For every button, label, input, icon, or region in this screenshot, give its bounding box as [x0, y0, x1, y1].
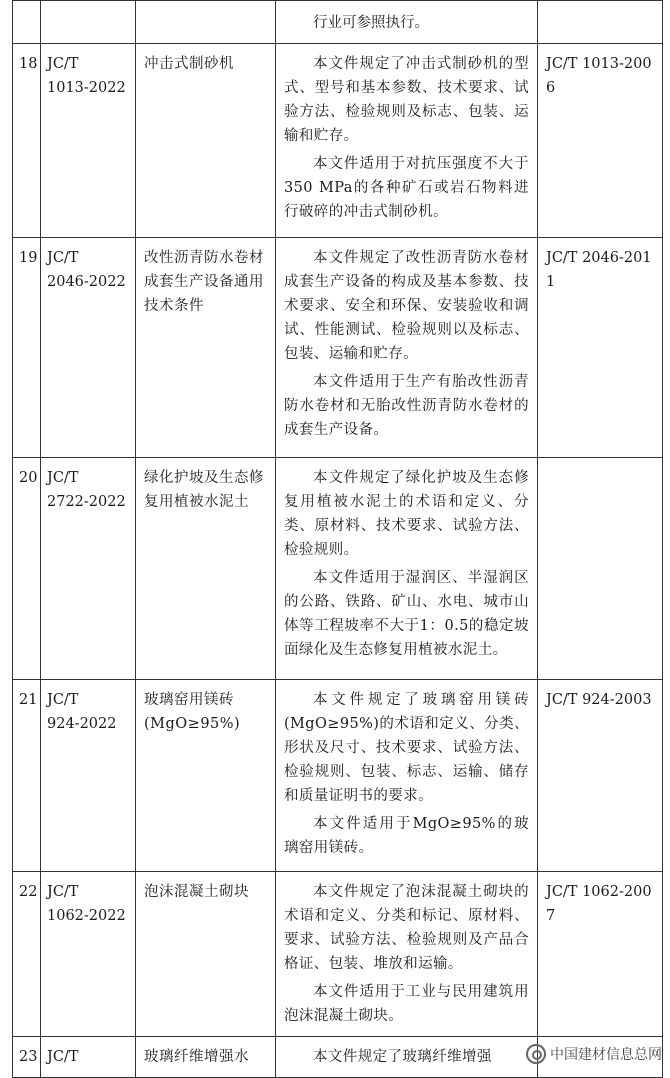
- table-row: [13, 458, 663, 680]
- standard-code: JC/T 924-2022: [41, 680, 136, 872]
- replaced-standard: JC/T 924-2003: [538, 680, 663, 872]
- standard-code: JC/T: [41, 1037, 136, 1078]
- replaced-standard: JC/T 1013-2006: [538, 44, 663, 238]
- replaced-standard: JC/T 2046-2011: [538, 238, 663, 458]
- standard-code: JC/T 1013-2022: [41, 44, 136, 238]
- standard-code: JC/T 2722-2022: [41, 458, 136, 680]
- replaced-standard: [538, 458, 663, 680]
- row-number: 18: [13, 44, 41, 238]
- standard-name: 冲击式制砂机: [136, 44, 276, 238]
- table-row: [13, 680, 663, 872]
- standard-name: 玻璃纤维增强水: [136, 1037, 276, 1078]
- standard-name: 改性沥青防水卷材成套生产设备通用技术条件: [136, 238, 276, 458]
- standard-description: 本文件规定了冲击式制砂机的型式、型号和基本参数、技术要求、试验方法、检验规则及标志、包装、运输和贮存。 本文件适用于对抗压强度不大于350 MPa的各种矿石或岩石物料进行破碎的冲击式制砂机。: [276, 44, 538, 238]
- standard-code: JC/T 2046-2022: [41, 238, 136, 458]
- standard-code: JC/T 1062-2022: [41, 872, 136, 1037]
- standard-description: 本文件规定了玻璃纤维增强: [276, 1037, 538, 1078]
- wechat-icon: [526, 1044, 546, 1064]
- table-row: [13, 238, 663, 458]
- row-number: 23: [13, 1037, 41, 1078]
- standard-name: 泡沫混凝土砌块: [136, 872, 276, 1037]
- replaced-standard: JC/T 1062-2007: [538, 872, 663, 1037]
- watermark: 中国建材信息总网: [526, 1044, 662, 1064]
- desc-fragment: 行业可参照执行。: [276, 1, 538, 44]
- table-row: [13, 872, 663, 1037]
- standards-table: [12, 0, 663, 1078]
- standard-description: 本文件规定了玻璃窑用镁砖(MgO≥95%)的术语和定义、分类、形状及尺寸、技术要求、试验方法、检验规则、包装、标志、运输、储存和质量证明书的要求。 本文件适用于MgO≥95%的玻璃窑用镁砖。: [276, 680, 538, 872]
- standard-name: 绿化护坡及生态修复用植被水泥土: [136, 458, 276, 680]
- standard-description: 本文件规定了绿化护坡及生态修复用植被水泥土的术语和定义、分类、原材料、技术要求、试验方法、检验规则。 本文件适用于湿润区、半湿润区的公路、铁路、矿山、水电、城市山体等工程坡率不大于1：0.5的稳定坡面绿化及生态修复用植被水泥土。: [276, 458, 538, 680]
- standard-description: 本文件规定了泡沫混凝土砌块的术语和定义、分类和标记、原材料、要求、试验方法、检验规则及产品合格证、包装、堆放和运输。 本文件适用于工业与民用建筑用泡沫混凝土砌块。: [276, 872, 538, 1037]
- standard-name: 玻璃窑用镁砖(MgO≥95%): [136, 680, 276, 872]
- row-number: 22: [13, 872, 41, 1037]
- table-row: [13, 1, 663, 44]
- standard-description: 本文件规定了改性沥青防水卷材成套生产设备的构成及基本参数、技术要求、安全和环保、安装验收和调试、性能测试、检验规则以及标志、包装、运输和贮存。 本文件适用于生产有胎改性沥青防水卷材和无胎改性沥青防水卷材的成套生产设备。: [276, 238, 538, 458]
- row-number: 21: [13, 680, 41, 872]
- table-row: [13, 44, 663, 238]
- row-number: 19: [13, 238, 41, 458]
- row-number: 20: [13, 458, 41, 680]
